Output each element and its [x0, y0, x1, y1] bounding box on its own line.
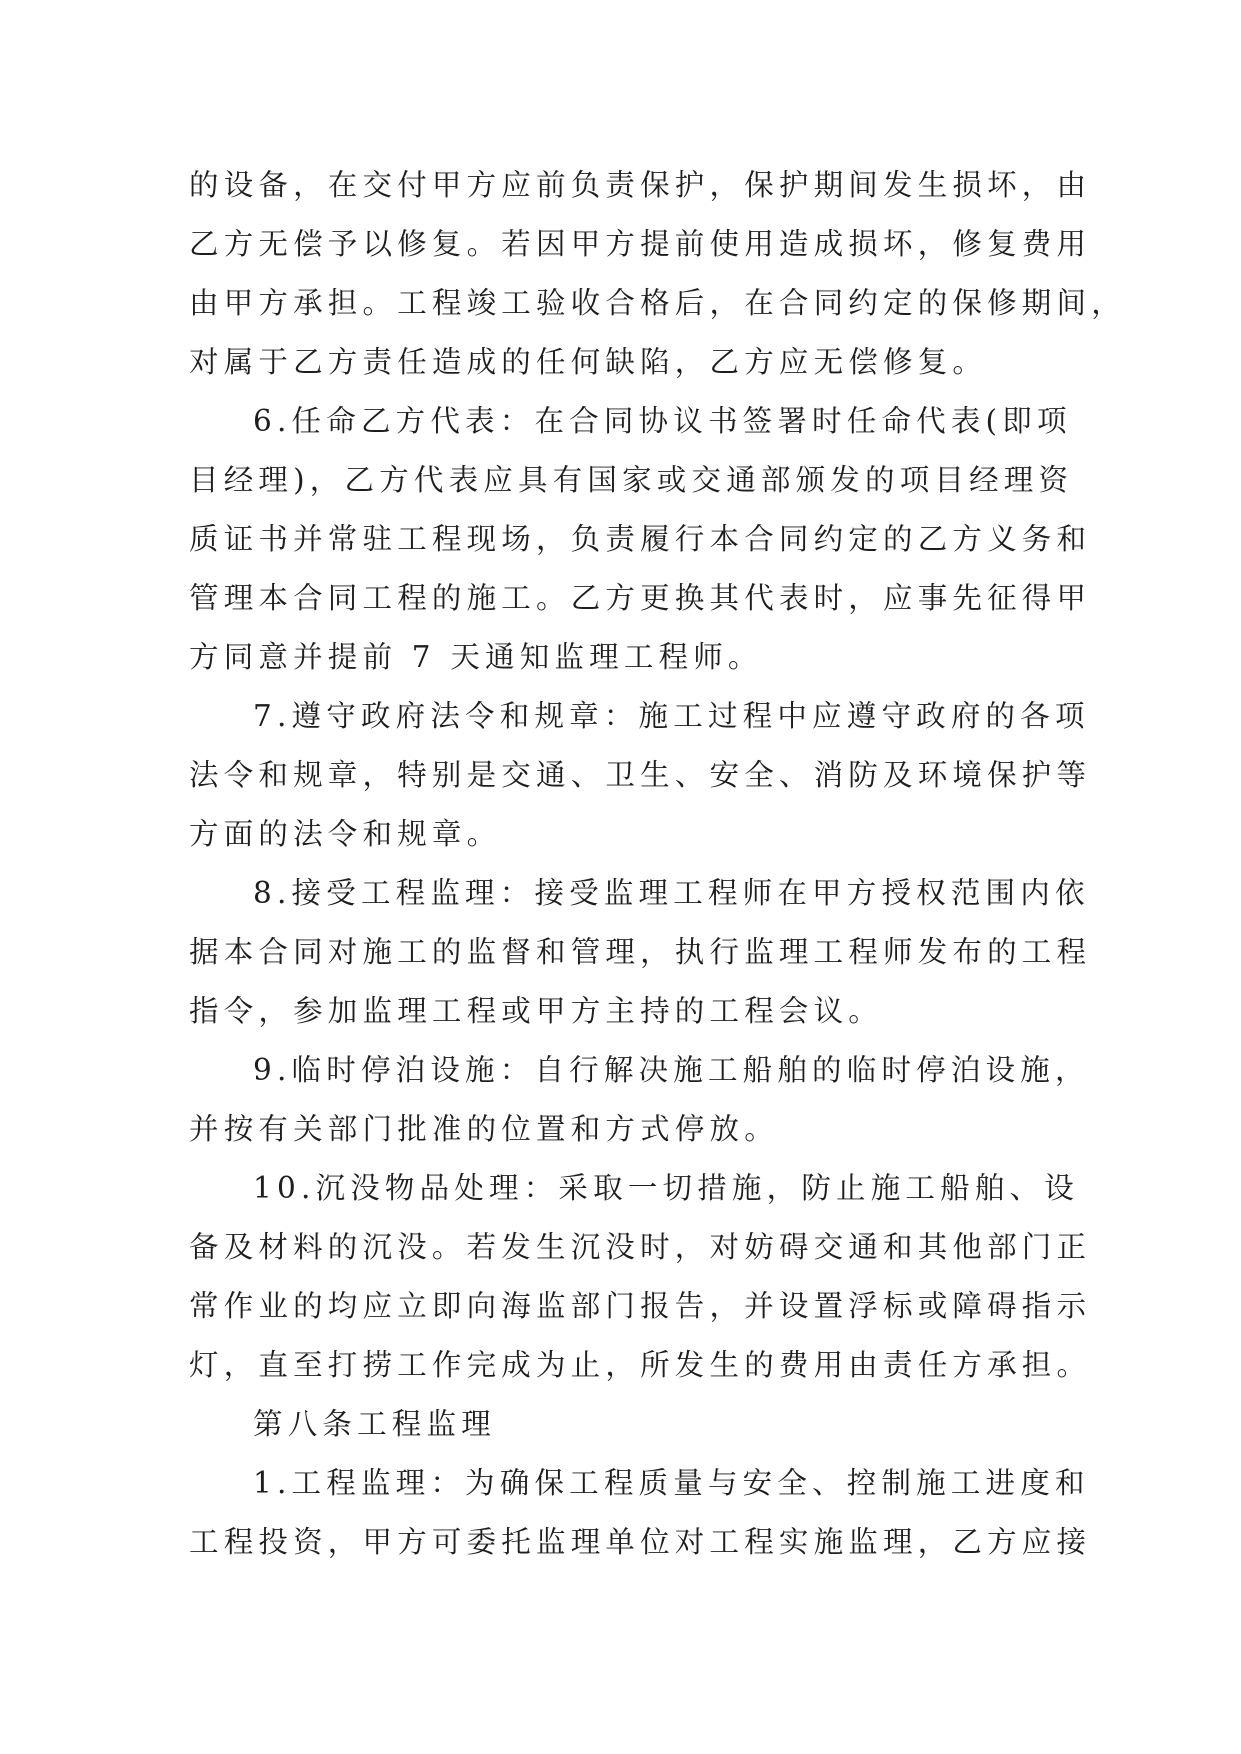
text-line: 灯，直至打捞工作完成为止，所发生的费用由责任方承担。	[189, 1348, 1092, 1382]
clause-7-heading-line: 7.遵守政府法令和规章：施工过程中应遵守政府的各项	[253, 699, 1090, 733]
text-line: 由甲方承担。工程竣工验收合格后，在合同约定的保修期间，	[189, 286, 1126, 320]
text-line: 工程投资，甲方可委托监理单位对工程实施监理，乙方应接	[189, 1525, 1092, 1559]
text-line: 的设备，在交付甲方应前负责保护，保护期间发生损坏，由	[189, 168, 1092, 202]
text-line: 并按有关部门批准的位置和方式停放。	[189, 1112, 779, 1146]
text-line: 方同意并提前 7 天通知监理工程师。	[189, 640, 763, 674]
text-line: 方面的法令和规章。	[189, 817, 502, 851]
text-line: 乙方无偿予以修复。若因甲方提前使用造成损坏，修复费用	[189, 227, 1092, 261]
document-body	[189, 156, 1126, 1572]
text-line: 指令，参加监理工程或甲方主持的工程会议。	[189, 994, 884, 1028]
article-8-title: 第八条工程监理	[253, 1407, 496, 1441]
clause-10-heading-line: 10.沉没物品处理：采取一切措施，防止施工船舶、设	[253, 1171, 1079, 1205]
text-line: 常作业的均应立即向海监部门报告，并设置浮标或障碍指示	[189, 1289, 1092, 1323]
text-line: 目经理)，乙方代表应具有国家或交通部颁发的项目经理资	[189, 463, 1074, 497]
text-line: 备及材料的沉没。若发生沉没时，对妨碍交通和其他部门正	[189, 1230, 1092, 1264]
text-line: 管理本合同工程的施工。乙方更换其代表时，应事先征得甲	[189, 581, 1092, 615]
text-line: 质证书并常驻工程现场，负责履行本合同约定的乙方义务和	[189, 522, 1092, 556]
clause-9-heading-line: 9.临时停泊设施：自行解决施工船舶的临时停泊设施，	[253, 1053, 1090, 1087]
article-8-clause-1-line: 1.工程监理：为确保工程质量与安全、控制施工进度和	[253, 1466, 1090, 1500]
clause-6-heading-line: 6.任命乙方代表：在合同协议书签署时任命代表(即项	[253, 404, 1072, 438]
clause-8-heading-line: 8.接受工程监理：接受监理工程师在甲方授权范围内依	[253, 876, 1090, 910]
text-line: 据本合同对施工的监督和管理，执行监理工程师发布的工程	[189, 935, 1092, 969]
text-line: 对属于乙方责任造成的任何缺陷，乙方应无偿修复。	[189, 345, 988, 379]
text-line: 法令和规章，特别是交通、卫生、安全、消防及环境保护等	[189, 758, 1092, 792]
